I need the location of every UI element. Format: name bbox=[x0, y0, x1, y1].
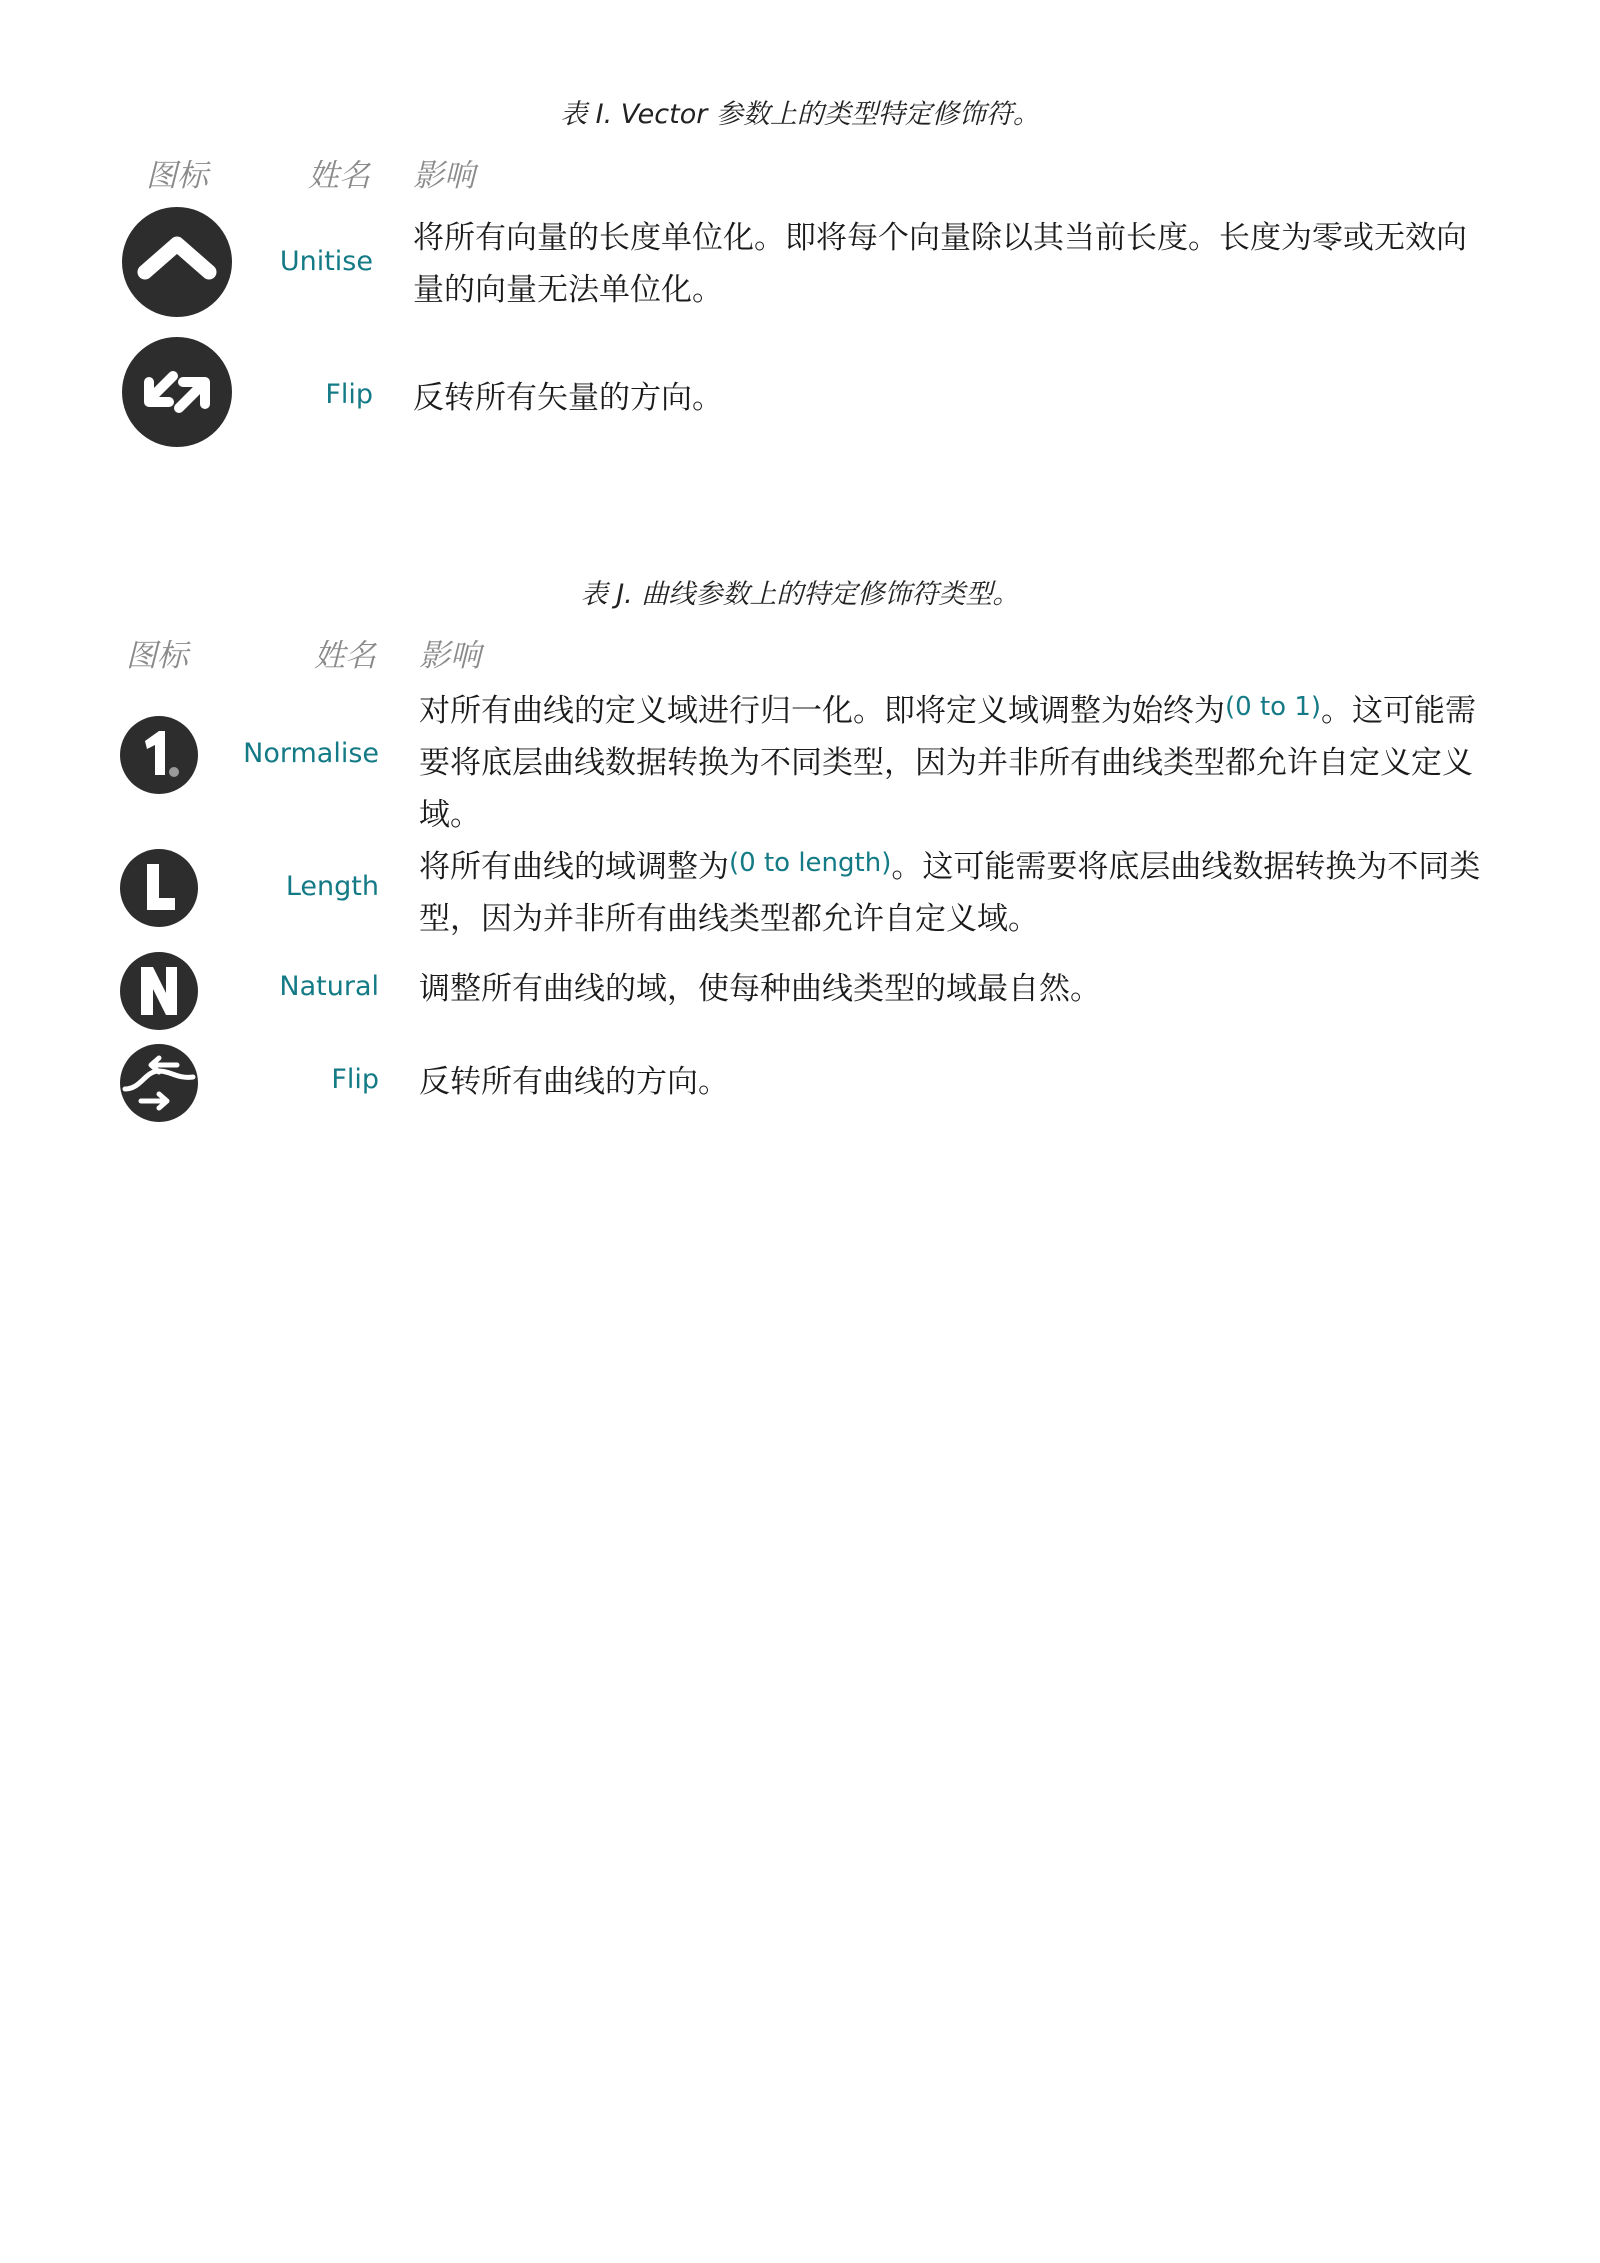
row-description bbox=[419, 681, 1499, 841]
table-j-header-icon: 图标 bbox=[126, 638, 188, 674]
flip-arrows-icon bbox=[121, 336, 233, 448]
row-name: Unitise bbox=[279, 246, 373, 277]
domain-code: (0 to 1) bbox=[1225, 692, 1322, 722]
row-description: 反转所有矢量的方向。 bbox=[413, 380, 723, 416]
row-description: 将所有向量的长度单位化。即将每个向量除以其当前长度。长度为零或无效向量的向量无法单位化。 bbox=[413, 220, 1467, 308]
domain-code: (0 to length) bbox=[729, 848, 892, 878]
one-dot-icon bbox=[119, 715, 199, 795]
row-description: 调整所有曲线的域，使每种曲线类型的域最自然。 bbox=[419, 971, 1101, 1007]
table-i-header-effect: 影响 bbox=[413, 158, 475, 194]
desc-text: 。这可能需要将底层曲线数据转换为不同类型，因为并非所有曲线类型都允许自定义域。 bbox=[419, 849, 1481, 937]
row-description bbox=[419, 837, 1499, 945]
letter-l-icon bbox=[119, 848, 199, 928]
table-i-header-name: 姓名 bbox=[308, 158, 370, 194]
row-name: Normalise bbox=[243, 738, 379, 769]
row-name: Flip bbox=[331, 1064, 379, 1095]
row-description: 反转所有曲线的方向。 bbox=[419, 1064, 729, 1100]
letter-n-icon bbox=[119, 951, 199, 1031]
row-name: Length bbox=[285, 871, 379, 902]
flip-curve-icon bbox=[119, 1043, 199, 1123]
row-name: Flip bbox=[325, 379, 373, 410]
desc-text: 将所有曲线的域调整为 bbox=[419, 849, 729, 885]
table-j-caption: 表 J. 曲线参数上的特定修饰符类型。 bbox=[580, 579, 1020, 610]
row-name: Natural bbox=[279, 971, 379, 1002]
desc-text: 。这可能需要将底层曲线数据转换为不同类型，因为并非所有曲线类型都允许自定义定义域。 bbox=[419, 693, 1477, 833]
table-j-header-name: 姓名 bbox=[314, 638, 376, 674]
table-i-caption: 表 I. Vector 参数上的类型特定修饰符。 bbox=[560, 99, 1040, 130]
table-i-header-icon: 图标 bbox=[146, 158, 208, 194]
desc-text: 对所有曲线的定义域进行归一化。即将定义域调整为始终为 bbox=[419, 693, 1225, 729]
chevron-up-icon bbox=[121, 206, 233, 318]
table-j-header-effect: 影响 bbox=[419, 638, 481, 674]
